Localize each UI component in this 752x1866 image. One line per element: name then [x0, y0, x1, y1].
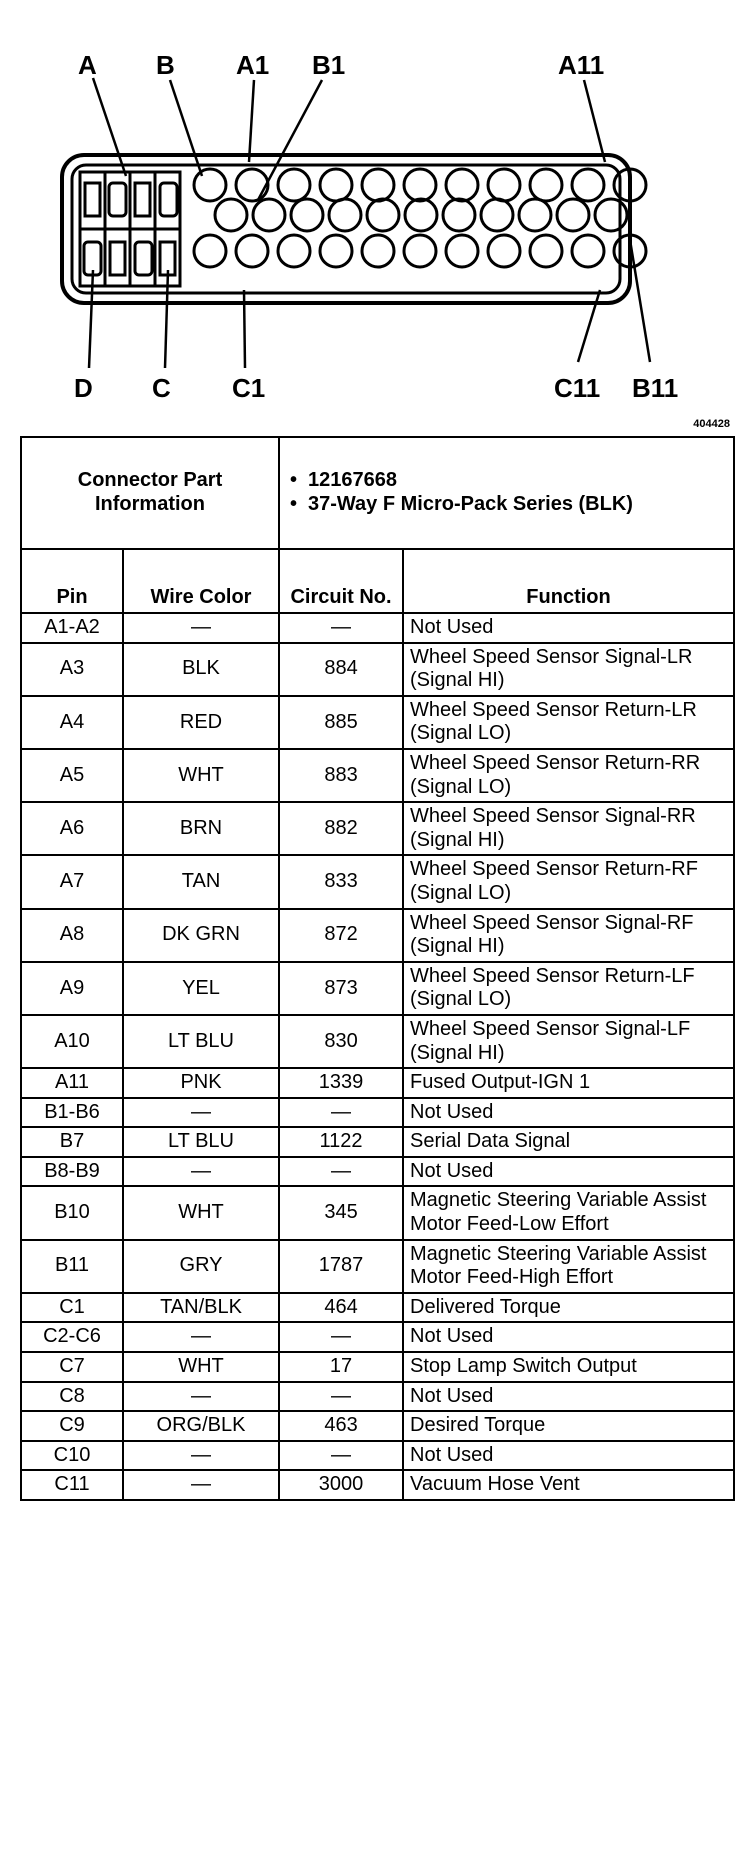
table-row: [21, 1470, 734, 1500]
pin-cell: A7: [21, 855, 123, 908]
pin-cell: C10: [21, 1441, 123, 1471]
pin-label-d: D: [74, 373, 93, 403]
pin-cavity: [362, 235, 394, 267]
pin-cell: B8-B9: [21, 1157, 123, 1187]
pin-cell: B7: [21, 1127, 123, 1157]
function-cell: Stop Lamp Switch Output: [403, 1352, 734, 1382]
table-row: [21, 696, 734, 749]
table-row: [21, 643, 734, 696]
pin-cavity: [236, 169, 268, 201]
pin-cell: C2-C6: [21, 1322, 123, 1352]
function-cell: Not Used: [403, 1382, 734, 1412]
header-pin: Pin: [21, 549, 123, 613]
function-cell: Serial Data Signal: [403, 1127, 734, 1157]
pin-cavity: [557, 199, 589, 231]
circuit-cell: 464: [279, 1293, 403, 1323]
circuit-cell: 345: [279, 1186, 403, 1239]
circuit-cell: 882: [279, 802, 403, 855]
pin-cavity: [329, 199, 361, 231]
wire-color-cell: —: [123, 1441, 279, 1471]
wire-color-cell: LT BLU: [123, 1015, 279, 1068]
pin-cavity: [278, 169, 310, 201]
function-cell: Not Used: [403, 1157, 734, 1187]
connector-diagram: [0, 0, 752, 420]
pin-label-b11: B11: [632, 373, 679, 403]
pin-cavity: [362, 169, 394, 201]
wire-color-cell: PNK: [123, 1068, 279, 1098]
circuit-cell: 830: [279, 1015, 403, 1068]
pin-cell: A4: [21, 696, 123, 749]
wire-color-cell: LT BLU: [123, 1127, 279, 1157]
function-cell: Not Used: [403, 613, 734, 643]
wire-color-cell: —: [123, 1470, 279, 1500]
circuit-cell: 1787: [279, 1240, 403, 1293]
table-row: [21, 1186, 734, 1239]
header-function: Function: [403, 549, 734, 613]
terminal-block: [80, 172, 180, 286]
wire-color-cell: YEL: [123, 962, 279, 1015]
header-wire-color: Wire Color: [123, 549, 279, 613]
table-row: [21, 1352, 734, 1382]
circuit-cell: —: [279, 1157, 403, 1187]
wire-color-cell: WHT: [123, 749, 279, 802]
table-row: [21, 1015, 734, 1068]
pin-cavity: [530, 235, 562, 267]
pin-cavity: [446, 235, 478, 267]
circuit-cell: 873: [279, 962, 403, 1015]
circuit-cell: —: [279, 613, 403, 643]
pin-cavities: [194, 169, 646, 267]
table-row: [21, 855, 734, 908]
pin-cavity: [519, 199, 551, 231]
table-row: [21, 1382, 734, 1412]
circuit-cell: —: [279, 1382, 403, 1412]
wire-color-cell: WHT: [123, 1186, 279, 1239]
function-cell: Wheel Speed Sensor Return-LF (Signal LO): [403, 962, 734, 1015]
table-row: [21, 1068, 734, 1098]
pin-cavity: [488, 235, 520, 267]
pin-cavity: [320, 235, 352, 267]
circuit-cell: 463: [279, 1411, 403, 1441]
circuit-cell: 17: [279, 1352, 403, 1382]
circuit-cell: 1122: [279, 1127, 403, 1157]
pin-label-b: B: [156, 50, 175, 80]
table-row: [21, 802, 734, 855]
pin-cavity: [320, 169, 352, 201]
wire-color-cell: DK GRN: [123, 909, 279, 962]
pin-cell: C9: [21, 1411, 123, 1441]
pin-label-c: C: [152, 373, 171, 403]
connector-series: • 37-Way F Micro-Pack Series (BLK): [290, 493, 727, 517]
pin-label-a: A: [78, 50, 97, 80]
pin-cavity: [278, 235, 310, 267]
pin-cavity: [443, 199, 475, 231]
pin-cell: A8: [21, 909, 123, 962]
pin-label-b1: B1: [312, 50, 346, 80]
pin-cavity: [572, 169, 604, 201]
pinout-table: [20, 436, 735, 1501]
circuit-cell: 883: [279, 749, 403, 802]
pin-cell: C1: [21, 1293, 123, 1323]
circuit-cell: 1339: [279, 1068, 403, 1098]
pin-cavity: [404, 235, 436, 267]
table-row: [21, 1127, 734, 1157]
pin-cavity: [530, 169, 562, 201]
pin-cavity: [405, 199, 437, 231]
pin-cell: A1-A2: [21, 613, 123, 643]
function-cell: Wheel Speed Sensor Return-RR (Signal LO): [403, 749, 734, 802]
pin-label-a11: A11: [558, 50, 605, 80]
pin-cavity: [194, 169, 226, 201]
pin-cavity: [572, 235, 604, 267]
wire-color-cell: TAN/BLK: [123, 1293, 279, 1323]
connector-info-row: [21, 437, 734, 549]
wire-color-cell: TAN: [123, 855, 279, 908]
function-cell: Desired Torque: [403, 1411, 734, 1441]
pin-cavity: [253, 199, 285, 231]
pin-cell: A9: [21, 962, 123, 1015]
function-cell: Wheel Speed Sensor Return-RF (Signal LO): [403, 855, 734, 908]
table-header-row: [21, 549, 734, 613]
table-row: [21, 1411, 734, 1441]
table-row: [21, 1098, 734, 1128]
table-row: [21, 962, 734, 1015]
circuit-cell: 872: [279, 909, 403, 962]
pin-cell: A11: [21, 1068, 123, 1098]
circuit-cell: 884: [279, 643, 403, 696]
pin-cavity: [236, 235, 268, 267]
pin-cavity: [215, 199, 247, 231]
pin-cell: A5: [21, 749, 123, 802]
function-cell: Wheel Speed Sensor Signal-LF (Signal HI): [403, 1015, 734, 1068]
pin-cell: B10: [21, 1186, 123, 1239]
circuit-cell: 3000: [279, 1470, 403, 1500]
function-cell: Not Used: [403, 1322, 734, 1352]
pin-cavity: [194, 235, 226, 267]
table-row: [21, 1441, 734, 1471]
function-cell: Wheel Speed Sensor Signal-RR (Signal HI): [403, 802, 734, 855]
wire-color-cell: RED: [123, 696, 279, 749]
function-cell: Magnetic Steering Variable Assist Motor Feed-High Effort: [403, 1240, 734, 1293]
wire-color-cell: —: [123, 1157, 279, 1187]
pin-cell: C8: [21, 1382, 123, 1412]
part-number: • 12167668: [290, 469, 727, 493]
pin-cell: B11: [21, 1240, 123, 1293]
wire-color-cell: —: [123, 1322, 279, 1352]
circuit-cell: —: [279, 1322, 403, 1352]
pin-cavity: [481, 199, 513, 231]
table-row: [21, 613, 734, 643]
figure-id: 404428: [693, 418, 730, 430]
pin-cell: A10: [21, 1015, 123, 1068]
header-circuit: Circuit No.: [279, 549, 403, 613]
pin-cell: B1-B6: [21, 1098, 123, 1128]
pin-cell: C11: [21, 1470, 123, 1500]
pin-cavity: [595, 199, 627, 231]
pin-cavity: [291, 199, 323, 231]
connector-info-label: Connector Part Information: [21, 437, 279, 549]
table-row: [21, 1293, 734, 1323]
table-row: [21, 1322, 734, 1352]
table-row: [21, 749, 734, 802]
pin-cavity: [404, 169, 436, 201]
table-row: [21, 909, 734, 962]
pin-label-a1: A1: [236, 50, 270, 80]
function-cell: Vacuum Hose Vent: [403, 1470, 734, 1500]
pin-cavity: [367, 199, 399, 231]
table-row: [21, 1157, 734, 1187]
wire-color-cell: GRY: [123, 1240, 279, 1293]
function-cell: Wheel Speed Sensor Signal-LR (Signal HI): [403, 643, 734, 696]
pin-cavity: [446, 169, 478, 201]
circuit-cell: 833: [279, 855, 403, 908]
pin-label-c11: C11: [554, 373, 601, 403]
function-cell: Fused Output-IGN 1: [403, 1068, 734, 1098]
function-cell: Magnetic Steering Variable Assist Motor Feed-Low Effort: [403, 1186, 734, 1239]
wire-color-cell: —: [123, 1382, 279, 1412]
wire-color-cell: —: [123, 1098, 279, 1128]
function-cell: Wheel Speed Sensor Signal-RF (Signal HI): [403, 909, 734, 962]
function-cell: Not Used: [403, 1441, 734, 1471]
pin-cell: A6: [21, 802, 123, 855]
table-row: [21, 1240, 734, 1293]
circuit-cell: —: [279, 1441, 403, 1471]
connector-info-details: [279, 437, 734, 549]
circuit-cell: —: [279, 1098, 403, 1128]
pin-cell: C7: [21, 1352, 123, 1382]
wire-color-cell: —: [123, 613, 279, 643]
wire-color-cell: BRN: [123, 802, 279, 855]
wire-color-cell: WHT: [123, 1352, 279, 1382]
pin-cell: A3: [21, 643, 123, 696]
function-cell: Delivered Torque: [403, 1293, 734, 1323]
function-cell: Wheel Speed Sensor Return-LR (Signal LO): [403, 696, 734, 749]
wire-color-cell: ORG/BLK: [123, 1411, 279, 1441]
function-cell: Not Used: [403, 1098, 734, 1128]
circuit-cell: 885: [279, 696, 403, 749]
wire-color-cell: BLK: [123, 643, 279, 696]
pin-label-c1: C1: [232, 373, 266, 403]
pin-cavity: [488, 169, 520, 201]
